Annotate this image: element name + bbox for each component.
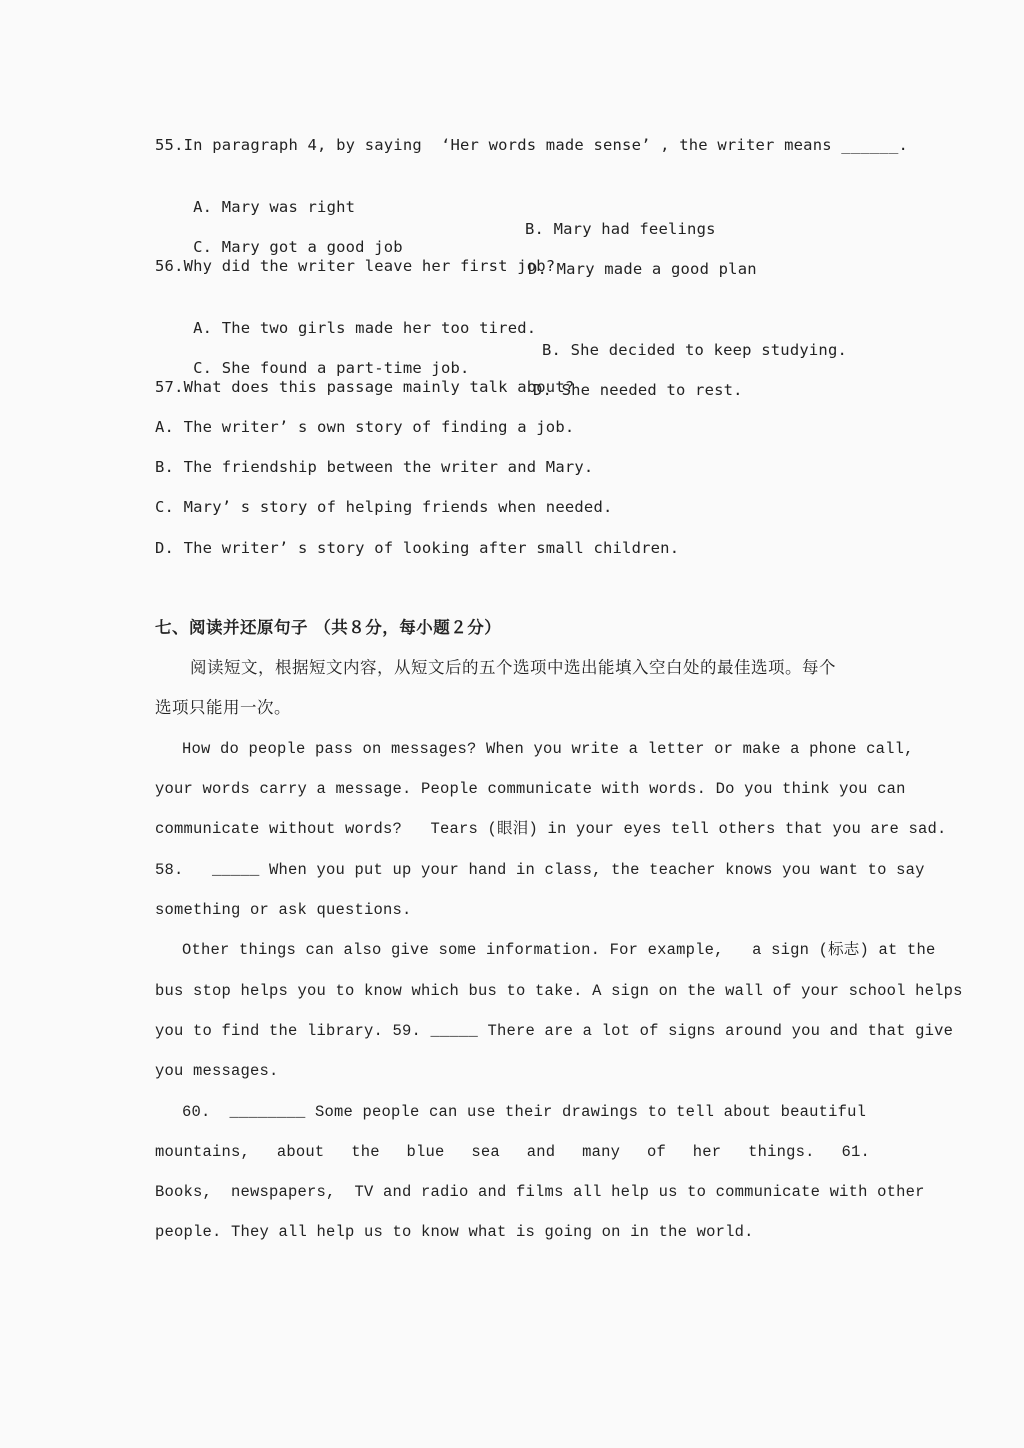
passage-p2-line1: Other things can also give some information. For example, a sign (标志) at the <box>182 941 936 959</box>
question-56-option-c: C. She found a part-time job. <box>193 359 470 377</box>
passage-p3-line4: people. They all help us to know what is going on in the world. <box>155 1223 754 1241</box>
passage-p1-line3: communicate without words? Tears (眼泪) in your eyes tell others that you are sad. <box>155 820 947 838</box>
section-7-instructions-line1: 阅读短文，根据短文内容，从短文后的五个选项中选出能填入空白处的最佳选项。每个 <box>190 658 836 677</box>
passage-p1-line2: your words carry a message. People communicate with words. Do you think you can <box>155 780 906 798</box>
question-55-stem: 55.In paragraph 4, by saying ‘Her words made sense’ , the writer means ______. <box>155 136 909 154</box>
section-7-heading: 七、阅读并还原句子 （共８分，每小题２分） <box>155 618 502 637</box>
passage-p2-line2: bus stop helps you to know which bus to take. A sign on the wall of your school helps <box>155 982 963 1000</box>
question-57-option-c: C. Mary’ s story of helping friends when needed. <box>155 498 613 516</box>
question-57-option-d: D. The writer’ s story of looking after small children. <box>155 539 680 557</box>
passage-p1-line4: 58. _____ When you put up your hand in class, the teacher knows you want to say <box>155 861 925 879</box>
section-7-instructions-line2: 选项只能用一次。 <box>155 698 291 717</box>
question-55-option-a: A. Mary was right <box>193 198 356 216</box>
question-57-option-b: B. The friendship between the writer and Mary. <box>155 458 594 476</box>
question-56-option-a: A. The two girls made her too tired. <box>193 319 537 337</box>
question-57-stem: 57.What does this passage mainly talk about? <box>155 378 575 396</box>
question-55-option-b: B. Mary had feelings <box>525 220 716 238</box>
question-55-option-d: D. Mary made a good plan <box>528 260 757 278</box>
passage-p3-line1: 60. ________ Some people can use their drawings to tell about beautiful <box>182 1103 867 1121</box>
question-55-option-c: C. Mary got a good job <box>193 238 403 256</box>
question-57-option-a: A. The writer’ s own story of finding a job. <box>155 418 575 436</box>
passage-p3-line2: mountains, about the blue sea and many of her things. 61. <box>155 1143 870 1161</box>
question-56-option-d: D. She needed to rest. <box>533 381 743 399</box>
passage-p1-line5: something or ask questions. <box>155 901 412 919</box>
passage-p2-line4: you messages. <box>155 1062 279 1080</box>
passage-p1-line1: How do people pass on messages? When you write a letter or make a phone call, <box>182 740 914 758</box>
question-56-option-b: B. She decided to keep studying. <box>542 341 848 359</box>
question-56-stem: 56.Why did the writer leave her first job? <box>155 257 556 275</box>
passage-p2-line3: you to find the library. 59. _____ There are a lot of signs around you and that give <box>155 1022 954 1040</box>
passage-p3-line3: Books, newspapers, TV and radio and films all help us to communicate with other <box>155 1183 925 1201</box>
